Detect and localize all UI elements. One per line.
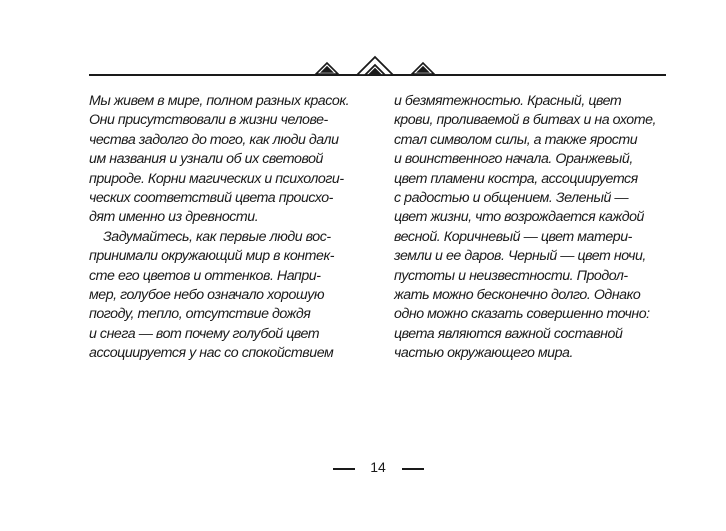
text-line: стал символом силы, а также ярости (394, 131, 638, 148)
text-line: и воинственного начала. Оранжевый, (394, 151, 633, 168)
text-line: погоду, тепло, отсутствие дождя (89, 306, 311, 323)
text-line: природе. Корни магических и психологи- (89, 170, 344, 187)
text-line: цвет пламени костра, ассоциируется (394, 170, 638, 187)
text-line: и безмятежностью. Красный, цвет (394, 93, 622, 109)
right-column (394, 92, 656, 363)
text-line: земли и ее даров. Черный — цвет ночи, (394, 248, 646, 265)
text-line: сте его цветов и оттенков. Напри- (89, 267, 321, 284)
text-line: и снега — вот почему голубой цвет (89, 325, 320, 342)
text-line: ассоциируется у нас со спокойствием (89, 345, 334, 362)
text-line: цвета являются важной составной (394, 325, 623, 342)
text-line: Они присутствовали в жизни челове- (89, 112, 328, 129)
paragraph-start-line: Задумайтесь, как первые люди вос- (103, 228, 331, 245)
ornament-right-icon (412, 63, 434, 74)
left-column (89, 92, 349, 363)
footer-dash-left (333, 468, 355, 470)
text-line: Мы живем в мире, полном разных красок. (89, 93, 350, 109)
page-footer (0, 458, 726, 478)
text-line: мер, голубое небо означало хорошую (89, 286, 325, 303)
text-line: одно можно сказать совершенно точно: (394, 306, 650, 323)
ornament-center-icon (357, 57, 393, 75)
ornament-left-icon (316, 63, 338, 74)
text-line: им названия и узнали об их световой (89, 151, 323, 168)
text-line: пустоты и неизвестности. Продол- (394, 267, 628, 284)
text-line: крови, проливаемой в битвах и на охоте, (394, 112, 657, 129)
page-number: 14 (370, 459, 386, 475)
text-line: дят именно из древности. (89, 209, 259, 226)
text-line: весной. Коричневый — цвет матери- (394, 228, 632, 245)
text-line: частью окружающего мира. (394, 345, 573, 362)
text-line: ческих соответствий цвета происхо- (89, 189, 333, 206)
text-line: чества задолго до того, как люди дали (89, 131, 339, 148)
text-line: цвет жизни, что возрождается каждой (394, 209, 644, 226)
ornament-icon (310, 54, 440, 78)
text-line: с радостью и общением. Зеленый — (394, 189, 629, 206)
footer-dash-right (402, 468, 424, 470)
text-line: принимали окружающий мир в контек- (89, 248, 334, 265)
text-line: жать можно бесконечно долго. Однако (394, 286, 641, 303)
